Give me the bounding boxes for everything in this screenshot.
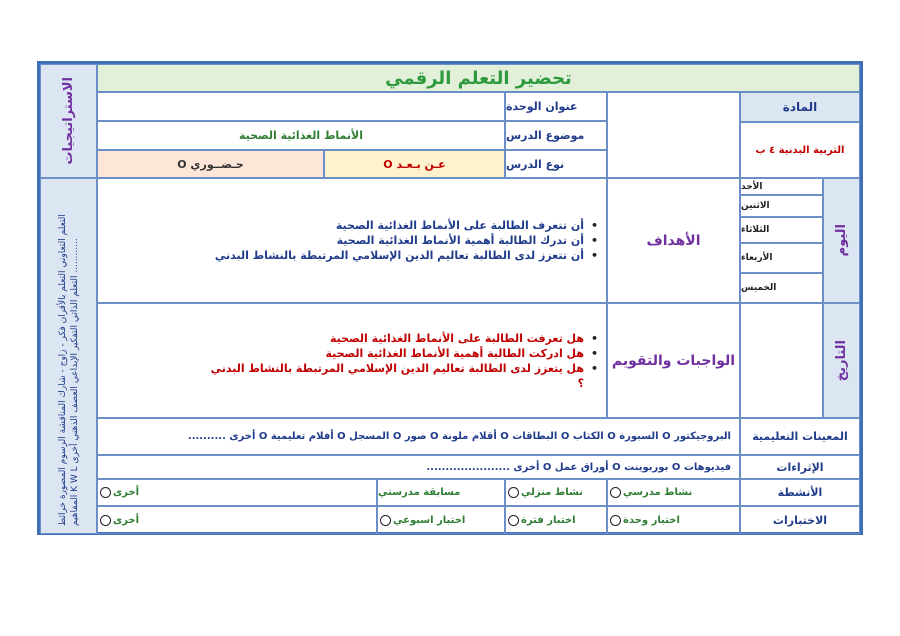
- objective-item: • أن تتعزز لدى الطالبة تعاليم الدين الإسلامي المرتبطة بالنشاط البدني: [204, 248, 584, 263]
- day-header: [823, 178, 860, 303]
- lesson-type-remote-option[interactable]: [324, 150, 505, 178]
- radio-circle-icon: [380, 515, 391, 526]
- activity-home[interactable]: نشاط منزلي: [505, 479, 607, 506]
- strategies-text: التعلم التعاوني التعلم بالأقران فكر - زاوج - شارك المناقشة الرسوم المصورة خرائط المفاهيم K W L التعلم الذاتي التفكير الإبداعي العصف الذهني أخرى ............: [57, 214, 80, 526]
- lesson-type-label-cell: [505, 150, 607, 178]
- strategies-list: [40, 178, 97, 534]
- lesson-topic-label: موضوع الدرس: [506, 129, 585, 142]
- unit-title-label: عنوان الوحدة: [506, 100, 578, 113]
- radio-circle-icon: [508, 487, 519, 498]
- homework-item: • هل تعرفت الطالبة على الأنماط الغذائية الصحية: [204, 331, 584, 346]
- enrichment-header: [740, 455, 860, 479]
- activity-school[interactable]: نشاط مدرسي: [607, 479, 740, 506]
- radio-circle-icon: [100, 515, 111, 526]
- lesson-topic-label-cell: [505, 121, 607, 150]
- subject-value: التربية البدنية ٤ ب: [755, 144, 845, 156]
- objective-item: • أن تتعرف الطالبة على الأنماط الغذائية الصحية: [204, 218, 584, 233]
- subject-value-cell: [740, 122, 860, 178]
- homework-list: [204, 331, 606, 391]
- date-header: [823, 303, 860, 418]
- tests-header: [740, 506, 860, 534]
- date-value[interactable]: [740, 303, 823, 418]
- objectives-content: [97, 178, 607, 303]
- day-tuesday[interactable]: الثلاثاء: [740, 217, 823, 243]
- strategies-header: [40, 64, 97, 178]
- day-sunday[interactable]: الأحد: [740, 178, 823, 195]
- lesson-type-inperson: حـضــوري O: [177, 157, 244, 171]
- activity-competition[interactable]: مسابقة مدرستي: [377, 479, 505, 506]
- date-label: التاريخ: [834, 339, 849, 382]
- day-wednesday[interactable]: الأربعاء: [740, 243, 823, 273]
- subject-header: [740, 92, 860, 122]
- test-unit[interactable]: اختبار وحدة: [607, 506, 740, 534]
- lesson-topic-value-cell[interactable]: [97, 121, 505, 150]
- tests-label: الاختبارات: [772, 513, 828, 527]
- title-bar: [97, 64, 860, 92]
- aids-label: المعينات التعليمية: [752, 430, 848, 443]
- enrichment-label: الإثراءات: [776, 460, 824, 474]
- homework-item: • هل يتعزز لدى الطالبة تعاليم الدين الإسلامي المرتبطة بالنشاط البدني ؟: [204, 361, 584, 391]
- homework-label: الواجبات والتقويم: [611, 352, 736, 369]
- activities-header: [740, 479, 860, 506]
- unit-title-value[interactable]: [97, 92, 505, 121]
- activities-label: الأنشطة: [777, 486, 823, 499]
- radio-circle-icon: [610, 515, 621, 526]
- aids-header: [740, 418, 860, 455]
- unit-title-label-cell: [505, 92, 607, 121]
- test-other[interactable]: أخرى: [97, 506, 377, 534]
- page-title: تحضير التعلم الرقمي: [385, 67, 572, 89]
- radio-circle-icon: [610, 487, 621, 498]
- blank-header-cell: [607, 92, 740, 178]
- radio-circle-icon: [100, 487, 111, 498]
- objectives-list: [204, 218, 606, 263]
- day-thursday[interactable]: الخميس: [740, 273, 823, 303]
- strategies-label: الاستراتيجيات: [61, 77, 76, 165]
- day-monday[interactable]: الاثنين: [740, 195, 823, 217]
- activity-other[interactable]: أخرى: [97, 479, 377, 506]
- lesson-topic-value: الأنماط الغذائية الصحية: [238, 129, 364, 142]
- test-weekly[interactable]: اختبار اسبوعي: [377, 506, 505, 534]
- lesson-plan-form: [37, 61, 863, 535]
- lesson-type-inperson-option[interactable]: [97, 150, 324, 178]
- subject-label: المادة: [782, 100, 818, 114]
- homework-item: • هل ادركت الطالبة أهمية الأنماط الغذائية الصحية: [204, 346, 584, 361]
- objective-item: • أن تدرك الطالبة أهمية الأنماط الغذائية الصحية: [204, 233, 584, 248]
- test-period[interactable]: اختبار فترة: [505, 506, 607, 534]
- homework-header: [607, 303, 740, 418]
- lesson-type-remote: عـن بـعـد O: [383, 157, 446, 171]
- objectives-header: [607, 178, 740, 303]
- enrichment-text: فيديوهات O بوربوينت O أوراق عمل O أخرى ......................: [426, 461, 731, 473]
- radio-circle-icon: [508, 515, 519, 526]
- day-label: اليوم: [834, 224, 849, 257]
- enrichment-content[interactable]: [97, 455, 740, 479]
- objectives-label: الأهداف: [646, 232, 701, 249]
- aids-text: البروجيكتور O السبورة O الكتاب O البطاقات O أقلام ملونة O صور O المسجل O أفلام تعليمية O أخرى ..........: [187, 431, 731, 442]
- homework-content: [97, 303, 607, 418]
- lesson-type-label: نوع الدرس: [506, 157, 565, 171]
- aids-content[interactable]: [97, 418, 740, 455]
